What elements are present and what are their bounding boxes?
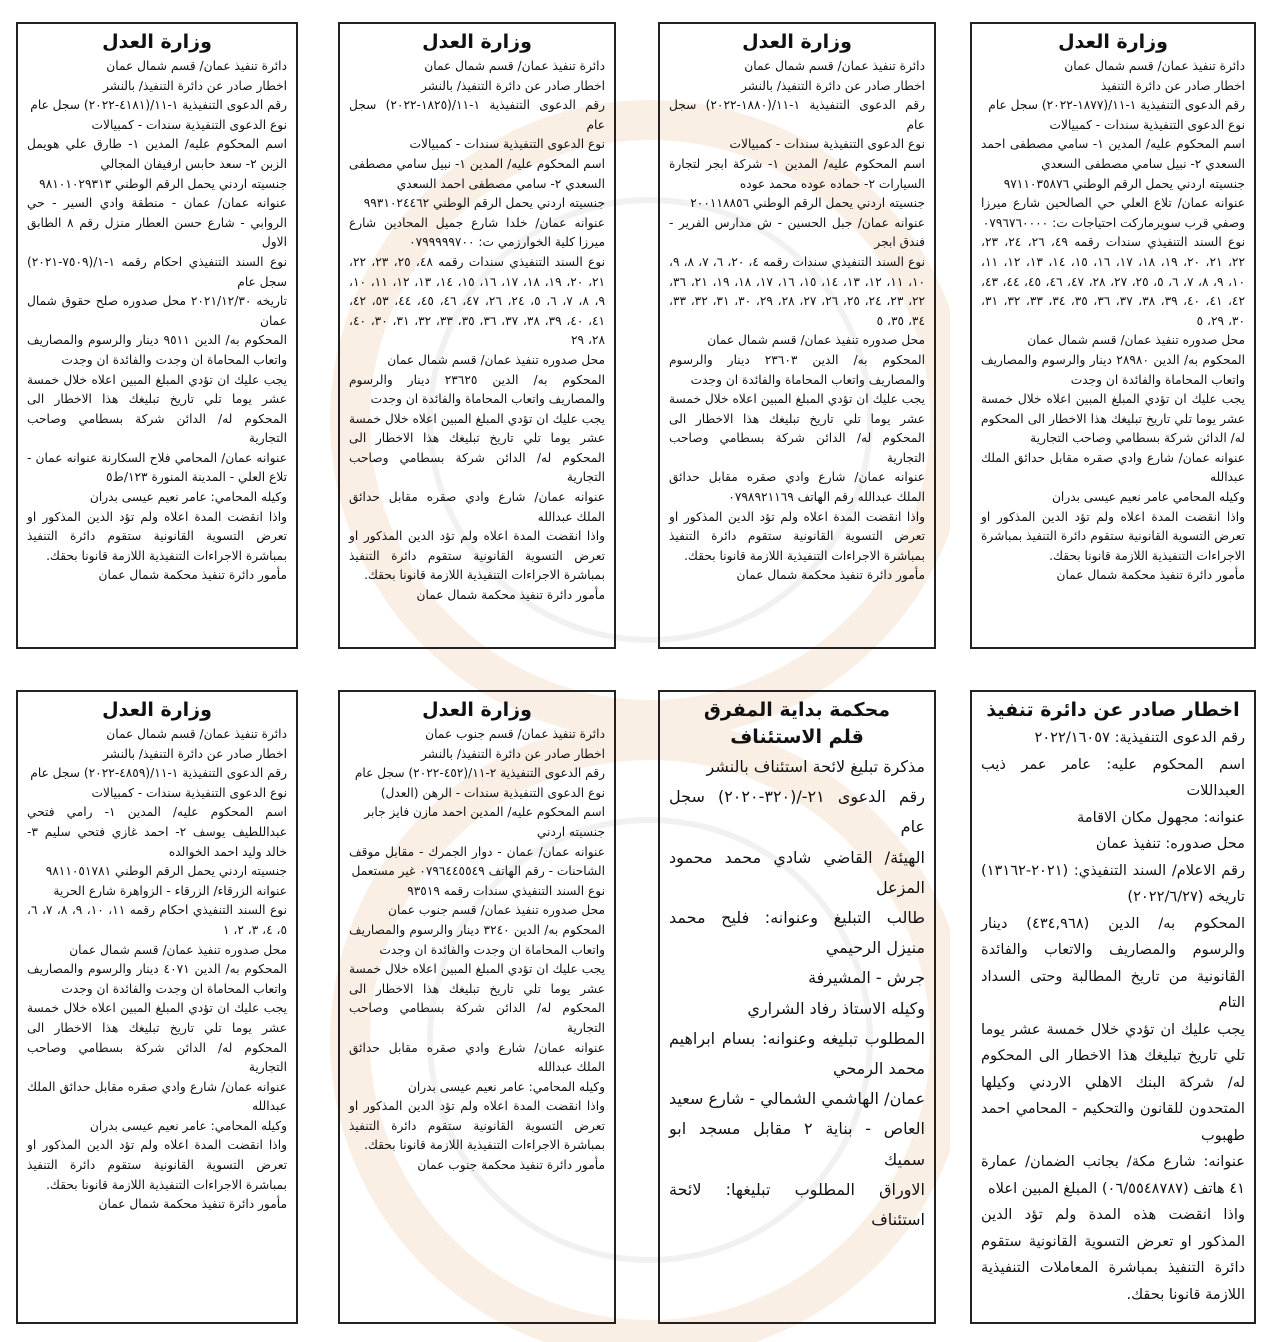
notice-line: نوع الدعوى التنفيذية سندات - الرهن (العدل) <box>380 785 605 800</box>
notice-line: دائرة تنفيذ عمان/ قسم شمال عمان <box>424 59 605 73</box>
notice-line: عنوانه عمان/ شارع وادي صقره مقابل حدائق الملك عبدالله رقم الهاتف ٠٧٩٨٩٢١١٦٩ <box>669 470 925 505</box>
notice-line: عنوانه عمان/ جبل الحسين - ش مدارس الفرير - فندق ابجر <box>669 215 925 250</box>
notice-line: وكيله الاستاذ رفاد الشراري <box>747 998 925 1018</box>
notice-line: محل صدوره تنفيذ عمان/ قسم شمال عمان <box>69 942 287 957</box>
notice-title: وزارة العدل <box>102 699 212 721</box>
notice-line: نوع الدعوى التنفيذية سندات - كمبيالات <box>1049 117 1245 132</box>
notice-line: عنوانه عمان/ عمان - دوار الجمرك - مقابل موقف الشاحنات - رقم الهاتف ٠٧٩٦٤٤٥٥٤٩ غير مستعمل <box>349 844 605 879</box>
notice-line: نوع الدعوى التنفيذية سندات - كمبيالات <box>91 785 287 800</box>
notice-1 <box>970 22 1256 649</box>
notice-line: اخطار صادر عن دائرة التنفيذ/ بالنشر <box>740 78 925 93</box>
notice-line: جنسيته اردني يحمل الرقم الوطني ٩٨١١٠٥١٧٨١ <box>45 864 287 879</box>
notice-5 <box>970 690 1256 1324</box>
notice-line: محل صدوره: تنفيذ عمان <box>1095 835 1245 852</box>
notice-line: نوع الدعوى التنفيذية سندات - كمبيالات <box>409 137 605 152</box>
notice-line: رقم الاعلام/ السند التنفيذي: (٢٠٢١-١٣١٦٢) تاريخه (٢٠٢٢/٦/٢٧) <box>981 861 1245 905</box>
notice-line: دائرة تنفيذ عمان/ قسم شمال عمان <box>106 59 287 73</box>
notice-3 <box>338 22 616 649</box>
notice-line: وكيله المحامي: عامر نعيم عيسى بدران <box>89 1118 287 1133</box>
notice-line: عمان/ الهاشمي الشمالي - شارع سعيد العاص - بناية ٢ مقابل مسجد ابو سميك <box>669 1089 925 1169</box>
notice-line: دائرة تنفيذ عمان/ قسم شمال عمان <box>744 59 925 73</box>
notice-title: وزارة العدل <box>742 31 852 53</box>
notice-4 <box>16 22 298 649</box>
notice-line: نوع السند التنفيذي سندات رقمه ٤، ٢٠، ٦، ٧، ٨، ٩، ١٠، ١١، ١٢، ١٣، ١٤، ١٥، ١٦، ١٧، ١٨، ١٩، ٢١، ٣٦، ٢٢، ٢٣، ٢٤، ٢٥، ٢٦، ٢٧، ٢٨، ٢٩، ٣٠، ٣١، ٣٢، ٣٣، ٣٤، ٣٥، ٥ <box>669 254 926 328</box>
notice-line: عنوانه عمان/ شارع وادي صقره مقابل حدائق الملك عبدالله <box>981 450 1245 485</box>
notice-line: اسم المحكوم عليه/ المدين ١- شركة ابجر لتجارة السيارات ٢- حماده عوده محمد عوده <box>669 156 925 191</box>
notice-line: يجب عليك ان تؤدي المبلغ المبين اعلاه خلال خمسة عشر يوما تلي تاريخ تبليغك هذا الاخطار الى المحكوم له/ الدائن شركة بسطامي وصاحب التجارية <box>669 392 925 465</box>
notice-line: عنوانه: شارع مكة/ بجانب الضمان/ عمارة ٤١ هاتف (٠٦/٥٥٤٨٧٨٧) المبلغ المبين اعلاه <box>981 1153 1245 1197</box>
notice-line: المحكوم به/ الدين (٤٣٤,٩٦٨) دينار والرسوم والمصاريف والاتعاب والفائدة القانونية من تاريخ المطالبة وحتى السداد التام <box>981 914 1245 1011</box>
notice-line: رقم الدعوى التنفيذية ١-١١/(١٨٧٧-٢٠٢٢) سجل عام <box>988 98 1245 113</box>
notice-line: طالب التبليغ وعنوانه: فليح محمد منيزل الرحيمي <box>669 908 925 958</box>
notice-line: اخطار صادر عن دائرة التنفيذ/ بالنشر <box>102 78 287 93</box>
notice-line: اسم المحكوم عليه/ المدين ١- طارق علي هويمل الزبن ٢- سعد حابس ارفيفان المجالي <box>27 137 287 171</box>
notice-line: مأمور دائرة تنفيذ محكمة شمال عمان <box>98 1197 287 1212</box>
notice-6 <box>658 690 936 1324</box>
notice-line: واذا انقضت المدة اعلاه ولم تؤد الدين المذكور او تعرض التسوية القانونية ستقوم دائرة التنفيذ بمباشرة الاجراءات التنفيذية اللازمة قانونا بحقك. <box>349 529 605 583</box>
notice-line: عنوانه الزرقاء/ الزرقاء - الزواهرة شارع الحرية <box>53 883 287 898</box>
notice-line: عنوانه عمان/ شارع وادي صقره مقابل حدائق الملك عبدالله <box>349 1040 605 1075</box>
notice-line: يجب عليك ان تؤدي المبلغ المبين اعلاه خلال خمسة عشر يوما تلي تاريخ تبليغك هذا الاخطار الى المحكوم له/ الدائن شركة بسطامي وصاحب التجارية <box>349 962 605 1035</box>
notice-line: يجب عليك ان تؤدي المبلغ المبين اعلاه خلال خمسة عشر يوما تلي تاريخ تبليغك هذا الاخطار الى المحكوم له/ الدائن شركة بسطامي وصاحب التجارية <box>27 372 287 446</box>
notice-line: رقم الدعوى التنفيذية ١-١١/(٤٨٥٩-٢٠٢٢) سجل عام <box>30 766 287 781</box>
notice-line: اسم المحكوم عليه/ المدين احمد مازن فايز جابر <box>364 805 605 820</box>
notice-line: عنوانه عمان/ خلدا شارع جميل المحادين شارع ميرزا كلية الخوارزمي ت: ٠٧٩٩٩٩٩٧٠٠ <box>349 215 605 250</box>
notice-line: واذا انقضت المدة اعلاه ولم تؤد الدين المذكور او تعرض التسوية القانونية ستقوم دائرة التنفيذ بمباشرة الاجراءات التنفيذية اللازمة قانونا بحقك. <box>27 1138 287 1192</box>
notice-7 <box>338 690 616 1324</box>
notice-line: وكيله المحامي عامر نعيم عيسى بدران <box>1051 490 1245 505</box>
notice-line: مأمور دائرة تنفيذ محكمة شمال عمان <box>1056 568 1245 583</box>
notice-title: وزارة العدل <box>1058 31 1168 53</box>
notice-line: رقم الدعوى التنفيذية: ٢٠٢٢/١٦٠٥٧ <box>1034 729 1245 746</box>
notice-line: يجب عليك ان تؤدي المبلغ المبين اعلاه خلال خمسة عشر يوما تلي تاريخ تبليغك هذا الاخطار الى المحكوم له/ الدائن شركة بسطامي وصاحب التجارية <box>349 411 605 485</box>
notice-line: واذا انقضت هذه المدة ولم تؤد الدين المذكور او تعرض التسوية القانونية ستقوم دائرة التنفيذ بمباشرة المعاملات التنفيذية اللازمة قانونا بحقك. <box>981 1206 1245 1303</box>
notice-line: اخطار صادر عن دائرة التنفيذ/ بالنشر <box>420 746 605 761</box>
notice-line: واذا انقضت المدة اعلاه ولم تؤد الدين المذكور او تعرض التسوية القانونية ستقوم دائرة التنفيذ بمباشرة الاجراءات التنفيذية اللازمة قانونا بحقك. <box>981 509 1245 563</box>
notice-line: نوع السند التنفيذي سندات رقمه ٩٣٥١٩ <box>407 883 605 898</box>
notice-line: عنوانه عمان/ عمان - منطقة وادي السير - حي الروابي - شارع حسن العطار منزل رقم ٨ الطابق الاول <box>27 196 287 250</box>
notice-line: مأمور دائرة تنفيذ محكمة جنوب عمان <box>417 1158 605 1173</box>
notice-line: المحكوم به/ الدين ٢٨٩٨٠ دينار والرسوم والمصاريف واتعاب المحاماة والفائدة ان وجدت <box>981 352 1245 387</box>
notice-line: وكيله المحامي: عامر نعيم عيسى بدران <box>407 1079 605 1094</box>
notice-title: محكمة بداية المفرق <box>703 699 891 721</box>
notice-line: رقم الدعوى التنفيذية ١-١١/(٤١٨١-٢٠٢٢) سجل عام <box>30 98 287 113</box>
notice-line: مأمور دائرة تنفيذ محكمة شمال عمان <box>736 568 925 583</box>
notice-line: اسم المحكوم عليه/ المدين ١- رامي فتحي عبداللطيف يوسف ٢- احمد غازي فتحي سليم ٣- خالد وليد احمد الخوالده <box>27 805 287 859</box>
notice-line: مأمور دائرة تنفيذ محكمة شمال عمان <box>98 568 287 583</box>
notice-line: نوع السند التنفيذي احكام رقمه ١١، ١٠، ٩، ٨، ٧، ٦، ٥، ٤، ٣، ٢، ١ <box>27 903 287 937</box>
notice-8 <box>16 690 298 1324</box>
notice-line: نوع السند التنفيذي احكام رقمه ١-١/(٧٥٠٩-٢٠٢١) سجل عام <box>27 254 287 289</box>
notice-line: اسم المحكوم عليه/ المدين ١- نبيل سامي مصطفى السعدي ٢- سامي مصطفى احمد السعدي <box>349 156 605 191</box>
notice-line: رقم الدعوى التنفيذية ٢-١١/(٤٥٢-٢٠٢٢) سجل عام <box>354 766 605 781</box>
notice-line: الاوراق المطلوب تبليغها: لائحة استئناف <box>669 1179 925 1230</box>
notice-line: رقم الدعوى التنفيذية ١-١١/(١٨٢٥-٢٠٢٢) سجل عام <box>349 98 605 132</box>
notice-subtitle: قلم الاستئناف <box>730 726 864 748</box>
notice-line: المحكوم به/ الدين ٢٣٦٢٥ دينار والرسوم والمصاريف واتعاب المحاماة والفائدة ان وجدت <box>349 372 606 407</box>
notice-line: نوع السند التنفيذي سندات رقمه ٤٨، ٢٥، ٢٣، ٢٢، ٢١، ٢٠، ١٩، ١٨، ١٧، ١٦، ١٥، ١٤، ١٣، ١٢، ١١، ١٠، ٩، ٨، ٧، ٦، ٥، ٢٤، ٢٦، ٤٧، ٤٦، ٤٥، ٤٤، ٥٣، ٤٢، ٤١، ٤٠، ٣٩، ٣٨، ٣٧، ٣٦، ٣٥، ٣٣، ٣٢، ٣١، ٣٠، ٤٠، ٢٨، ٢٩ <box>349 254 606 348</box>
notice-line: عنوانه عمان/ شارع وادي صقره مقابل حدائق الملك عبدالله <box>27 1079 287 1114</box>
notice-line: واذا انقضت المدة اعلاه ولم تؤد الدين المذكور او تعرض التسوية القانونية ستقوم دائرة التنفيذ بمباشرة الاجراءات التنفيذية اللازمة قانونا بحقك. <box>349 1099 605 1153</box>
notice-line: محل صدوره تنفيذ عمان/ قسم شمال عمان <box>707 333 925 348</box>
notice-line: مذكرة تبليغ لائحة استئناف بالنشر <box>706 757 925 776</box>
notice-line: نوع السند التنفيذي سندات رقمه ٤٩، ٢٦، ٢٤، ٢٣، ٢٢، ٢١، ٢٠، ١٩، ١٨، ١٧، ١٦، ١٥، ١٤، ١٣، ١٢، ١١، ١٠، ٩، ٨، ٧، ٦، ٥، ٢٥، ٢٧، ٢٨، ٤٧، ٤٦، ٤٥، ٤٤، ٤٣، ٤٢، ٤١، ٤٠، ٣٩، ٣٨، ٣٧، ٣٦، ٣٥، ٣٤، ٣٣، ٣٢، ٣١، ٣٠، ٢٩، ٥ <box>981 235 1246 328</box>
notice-line: اخطار صادر عن دائرة التنفيذ/ بالنشر <box>420 78 605 93</box>
notice-line: عنوانه عمان/ المحامي فلاح السكارنة عنوانه عمان - تلاع العلي - المدينة المنورة ١٢٣/ط٥ <box>27 450 287 485</box>
notice-line: الهيئة/ القاضي شادي محمد محمود المزعل <box>669 847 925 897</box>
notice-line: رقم الدعوى ٢١-/(٣٢٠-٢٠٢٠) سجل عام <box>669 787 926 837</box>
notice-line: اخطار صادر عن دائرة التنفيذ <box>1101 78 1245 93</box>
notice-line: دائرة تنفيذ عمان/ قسم شمال عمان <box>1064 59 1245 73</box>
notice-line: محل صدوره تنفيذ عمان/ قسم شمال عمان <box>387 352 605 367</box>
notice-line: نوع الدعوى التنفيذية سندات - كمبيالات <box>729 137 925 152</box>
notice-line: تاريخه ٢٠٢١/١٢/٣٠ محل صدوره صلح حقوق شمال عمان <box>27 294 287 328</box>
notice-line: مأمور دائرة تنفيذ محكمة شمال عمان <box>416 588 605 603</box>
notice-line: محل صدوره تنفيذ عمان/ قسم جنوب عمان <box>388 903 605 918</box>
notice-2 <box>658 22 936 649</box>
notice-line: عنوانه عمان/ شارع وادي صقره مقابل حدائق الملك عبدالله <box>349 490 605 524</box>
notice-line: اسم المحكوم عليه/ المدين ١- سامي مصطفى احمد السعدي ٢- نبيل سامي مصطفى السعدي <box>981 137 1245 171</box>
notice-line: جنسيته اردني يحمل الرقم الوطني ٩٩٣١٠٢٤٤٦٢ <box>363 196 605 211</box>
notice-line: المحكوم به/ الدين ٢٣٦٠٣ دينار والرسوم والمصاريف واتعاب المحاماة والفائدة ان وجدت <box>669 352 926 387</box>
notice-line: دائرة تنفيذ عمان/ قسم شمال عمان <box>106 727 287 741</box>
notice-line: يجب عليك ان تؤدي المبلغ المبين اعلاه خلال خمسة عشر يوما تلي تاريخ تبليغك هذا الاخطار الى المحكوم له/ الدائن شركة بسطامي وصاحب التجارية <box>981 392 1245 446</box>
notice-line: جنسيته اردني يحمل الرقم الوطني ٩٨١٠١٠٢٩٣١٣ <box>39 176 287 191</box>
notice-line: محل صدوره تنفيذ عمان/ قسم شمال عمان <box>1027 333 1245 348</box>
notice-line: المحكوم به/ الدين ٤٠٧١ دينار والرسوم والمصاريف واتعاب المحاماة ان وجدت والفائدة ان وجدت <box>27 962 287 996</box>
notice-line: جنسيته اردني يحمل الرقم الوطني ٢٠٠١١٨٨٥٦ <box>690 196 925 211</box>
notice-line: اخطار صادر عن دائرة التنفيذ/ بالنشر <box>102 746 287 761</box>
notice-line: المطلوب تبليغه وعنوانه: بسام ابراهيم محمد الرمحي <box>669 1028 925 1079</box>
notice-line: جرش - المشيرفة <box>808 968 925 988</box>
notice-line: يجب عليك ان تؤدي المبلغ المبين اعلاه خلال خمسة عشر يوما تلي تاريخ تبليغك هذا الاخطار الى المحكوم له/ الدائن شركة بسطامي وصاحب التجارية <box>27 1001 287 1075</box>
notice-line: عنوانه عمان/ تلاع العلي حي الصالحين شارع ميرزا وصفي قرب سويرماركت احتياجات ت: ٠٧٩٦٧٦٠٠٠٠ <box>981 196 1245 230</box>
notice-line: عنوانه: مجهول مكان الاقامة <box>1076 808 1245 826</box>
notice-line: اسم المحكوم عليه: عامر عمر ذيب العبداللات <box>981 755 1245 799</box>
notice-line: يجب عليك ان تؤدي خلال خمسة عشر يوما تلي تاريخ تبليغك هذا الاخطار الى المحكوم له/ شركة البنك الاهلي الاردني وكيلها المتحدون للقانون والتحكيم - المحامي احمد طهبوب <box>981 1020 1245 1144</box>
notice-line: وكيله المحامي: عامر نعيم عيسى بدران <box>89 490 287 505</box>
notice-line: واذا انقضت المدة اعلاه ولم تؤد الدين المذكور او تعرض التسوية القانونية ستقوم دائرة التنفيذ بمباشرة الاجراءات التنفيذية اللازمة قانونا بحقك. <box>27 509 287 563</box>
notice-line: جنسيته اردني <box>536 824 605 839</box>
notice-line: نوع الدعوى التنفيذية سندات - كمبيالات <box>91 117 287 132</box>
notice-line: دائرة تنفيذ عمان/ قسم جنوب عمان <box>425 727 605 741</box>
notice-title: وزارة العدل <box>422 699 532 721</box>
notice-title: وزارة العدل <box>422 31 532 53</box>
notice-line: واذا انقضت المدة اعلاه ولم تؤد الدين المذكور او تعرض التسوية القانونية ستقوم دائرة التنفيذ بمباشرة الاجراءات التنفيذية اللازمة قانونا بحقك. <box>669 509 925 563</box>
notice-line: رقم الدعوى التنفيذية ١-١١/(١٨٨٠-٢٠٢٢) سجل عام <box>669 98 925 132</box>
notice-line: المحكوم به/ الدين ٣٢٤٠ دينار والرسوم والمصاريف واتعاب المحاماة ان وجدت والفائدة ان وجدت <box>349 922 605 957</box>
notice-line: المحكوم به/ الدين ٩٥١١ دينار والرسوم والمصاريف واتعاب المحاماة ان وجدت والفائدة ان وجدت <box>27 333 287 367</box>
notice-line: جنسيته اردني يحمل الرقم الوطني ٩٧١١٠٣٥٨٧٦ <box>1003 176 1245 191</box>
notice-title: وزارة العدل <box>102 31 212 53</box>
notice-title: اخطار صادر عن دائرة تنفيذ <box>986 699 1240 721</box>
